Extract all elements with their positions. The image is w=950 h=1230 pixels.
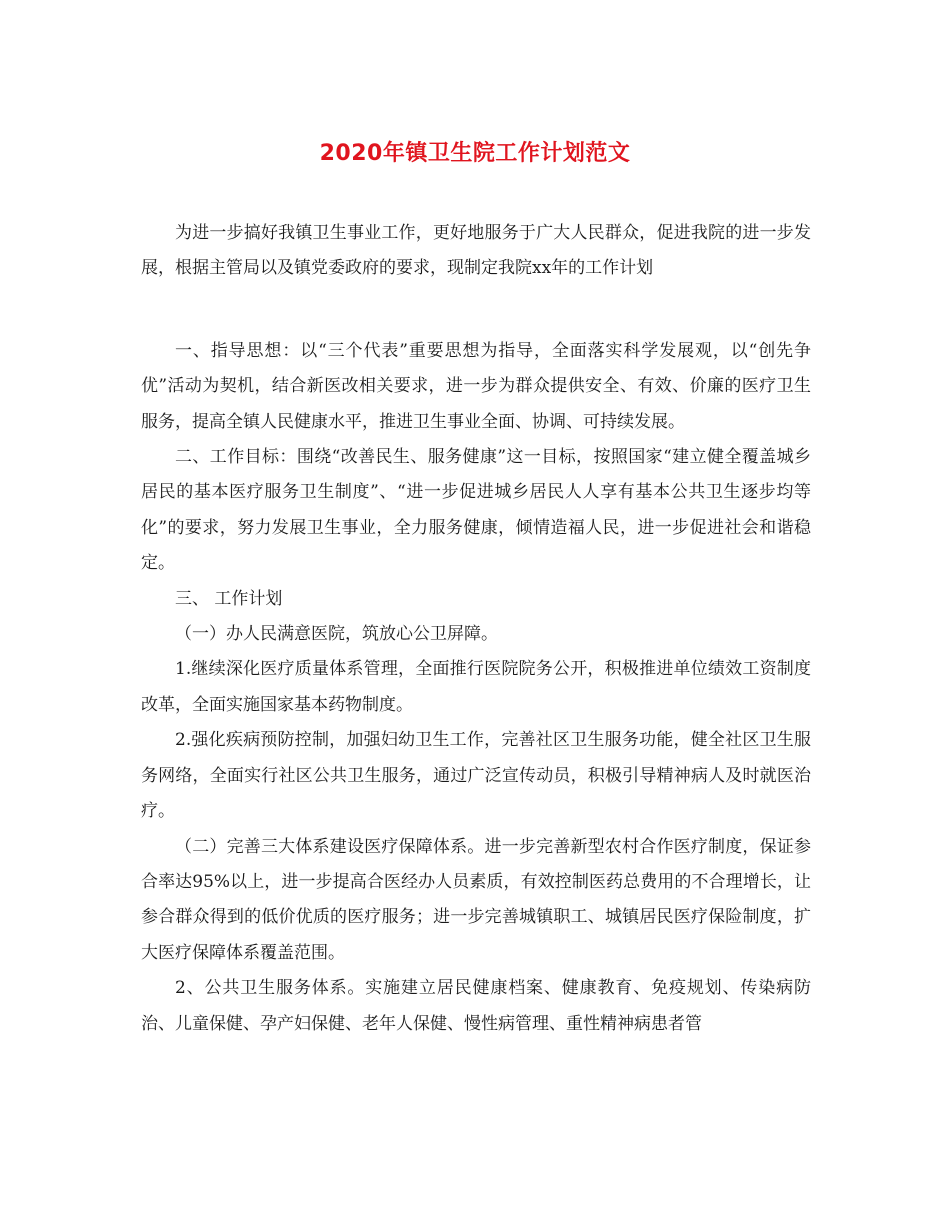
- paragraph-guiding-ideology: 一、指导思想：以“三个代表”重要思想为指导，全面落实科学发展观，以“创先争优”活动为契机，结合新医改相关要求，进一步为群众提供安全、有效、价廉的医疗卫生服务，提高全镇人民健康水平，推进卫生事业全面、协调、可持续发展。: [141, 340, 811, 432]
- section-heading-work-plan: 三、 工作计划: [175, 588, 283, 609]
- paragraph-intro: 为进一步搞好我镇卫生事业工作，更好地服务于广大人民群众，促进我院的进一步发展，根据主管局以及镇党委政府的要求，现制定我院xx年的工作计划: [141, 223, 811, 279]
- paragraph-item-1: 1.继续深化医疗质量体系管理，全面推行医院院务公开，积极推进单位绩效工资制度改革，全面实施国家基本药物制度。: [141, 659, 811, 715]
- paragraph-gap: [141, 287, 811, 334]
- document-title: 2020年镇卫生院工作计划范文: [319, 141, 631, 166]
- paragraph-medical-security: （二）完善三大体系建设医疗保障体系。进一步完善新型农村合作医疗制度，保证参合率达95%以上，进一步提高合医经办人员素质，有效控制医药总费用的不合理增长，让参合群众得到的低价优质的医疗服务；进一步完善城镇职工、城镇居民医疗保险制度，扩大医疗保障体系覆盖范围。: [141, 836, 811, 963]
- paragraph-public-health: 2、公共卫生服务体系。实施建立居民健康档案、健康教育、免疫规划、传染病防治、儿童保健、孕产妇保健、老年人保健、慢性病管理、重性精神病患者管: [141, 978, 811, 1034]
- document-body: [141, 216, 811, 1042]
- paragraph-work-goals: 二、工作目标：围绕“改善民生、服务健康”这一目标，按照国家“建立健全覆盖城乡居民的基本医疗服务卫生制度”、“进一步促进城乡居民人人享有基本公共卫生逐步均等化”的要求，努力发展卫生事业，全力服务健康，倾情造福人民，进一步促进社会和谐稳定。: [141, 447, 811, 574]
- subsection-heading-1: （一）办人民满意医院，筑放心公卫屏障。: [175, 624, 498, 645]
- paragraph-item-2: 2.强化疾病预防控制，加强妇幼卫生工作，完善社区卫生服务功能，健全社区卫生服务网络，全面实行社区公共卫生服务，通过广泛宣传动员，积极引导精神病人及时就医治疗。: [141, 730, 811, 822]
